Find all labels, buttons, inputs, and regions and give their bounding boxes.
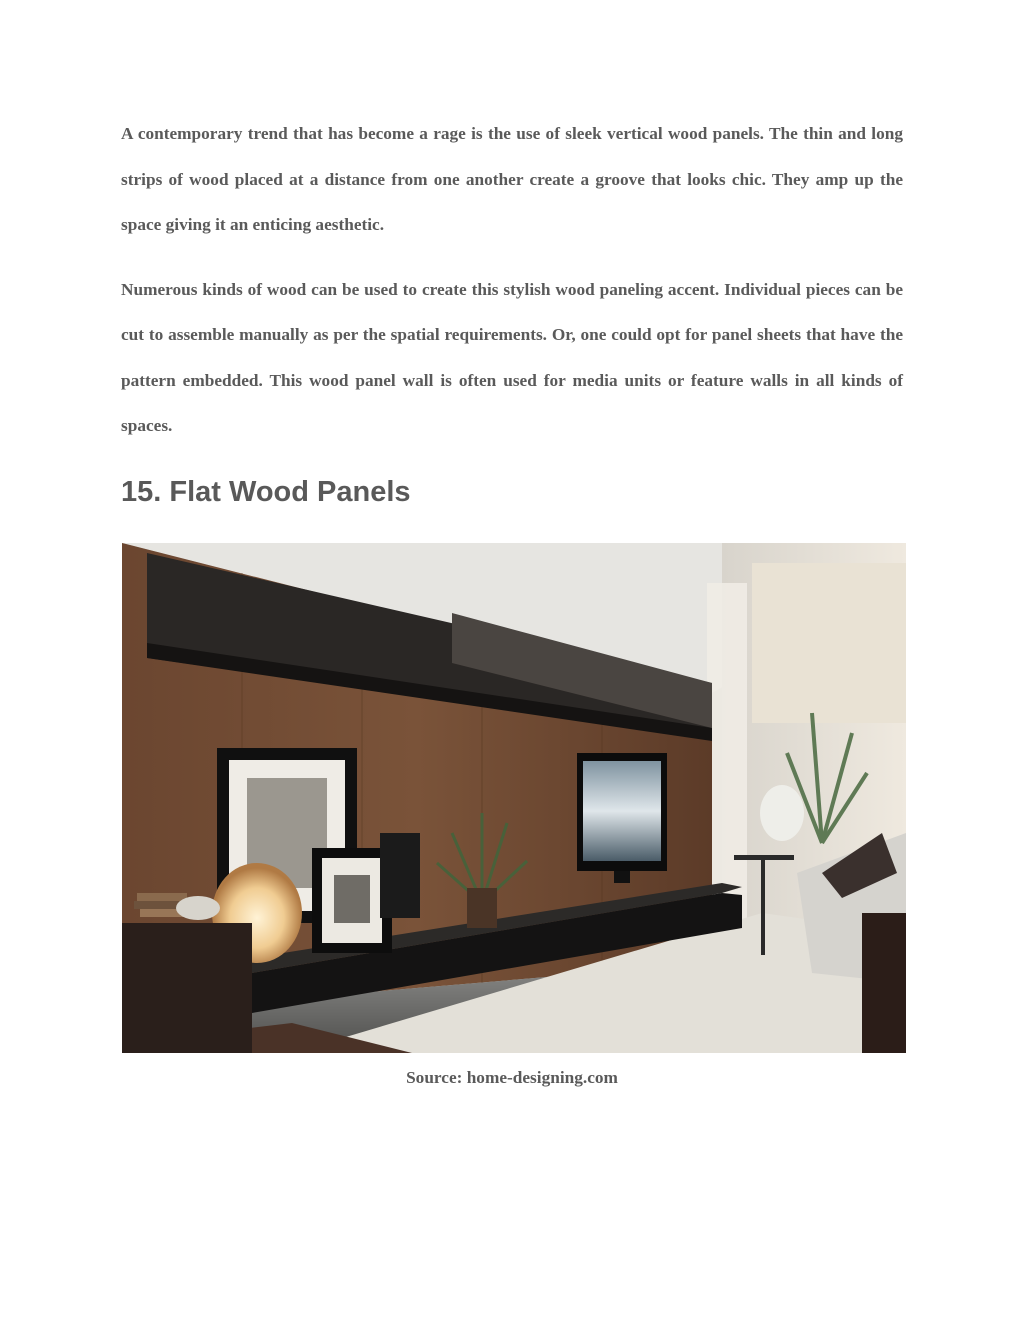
living-room-photo — [122, 543, 906, 1053]
section-heading: 15. Flat Wood Panels — [121, 476, 411, 508]
image-caption: Source: home-designing.com — [406, 1068, 618, 1087]
paragraph-wood-kinds: Numerous kinds of wood can be used to create this stylish wood paneling accent. Individual pieces can be cut to assemble manually as per the spatial requirements. Or, one could opt for panel sheets that have the pattern embedded. This wood panel wall is often used for media units or feature walls in all kinds of spaces. — [121, 279, 903, 435]
article-body — [121, 111, 903, 449]
paragraph-vertical-panels: A contemporary trend that has become a rage is the use of sleek vertical wood panels. The thin and long strips of wood placed at a distance from one another create a groove that looks chic. They amp up the space giving it an enticing aesthetic. — [121, 124, 903, 234]
